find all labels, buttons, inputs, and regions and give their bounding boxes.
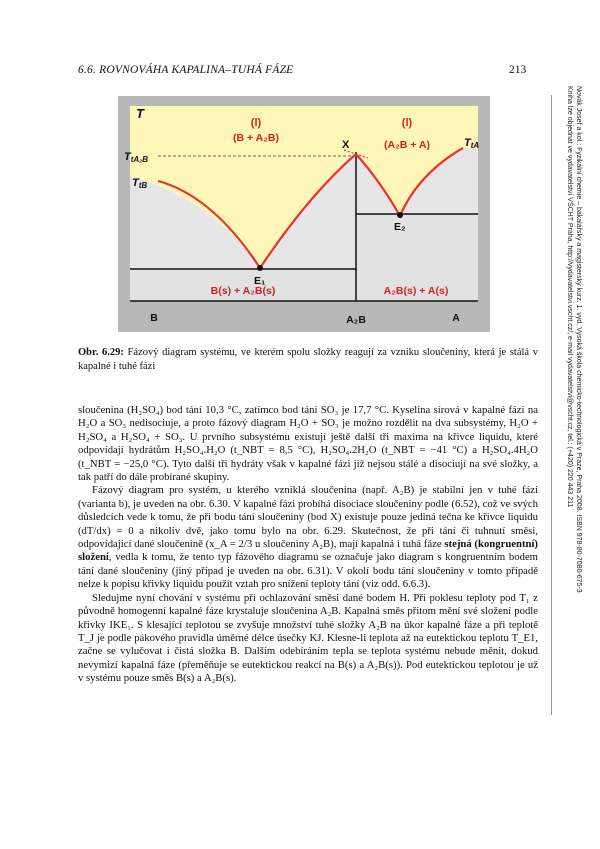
header-section-title: 6.6. ROVNOVÁHA KAPALINA–TUHÁ FÁZE bbox=[78, 64, 294, 76]
label-x-A: A bbox=[452, 312, 460, 324]
body-text bbox=[78, 404, 538, 686]
caption-text: Fázový diagram systému, ve kterém spolu složky reagují za vzniku sloučeniny, která je stálá v kapalné i tuhé fázi bbox=[78, 347, 539, 372]
citation-line-2: Kniha lze objednat ve vydavatelství VŠCHT Praha, http://vydavatelstvi.vscht.cz/, e-mail vydavatelstvi@vscht.cz, tel.: (+420) 220 443 211 bbox=[566, 86, 573, 508]
label-TtB: TtB bbox=[132, 177, 148, 190]
paragraph-2 bbox=[78, 484, 538, 591]
label-solid-right: A₂B(s) + A(s) bbox=[383, 285, 449, 297]
label-region-right-roman: (l) bbox=[401, 117, 413, 129]
caption-prefix: Obr. 6.29: bbox=[78, 347, 124, 358]
label-TtA2B: TtA₂B bbox=[124, 151, 149, 164]
label-region-left-comp: (B + A₂B) bbox=[233, 132, 279, 144]
paragraph-2-emphasis: stejná (kongruentní) složení bbox=[78, 538, 538, 564]
axis-y-label: T bbox=[136, 106, 144, 121]
citation-line-1: Novák Josef a kol.: Fyzikální chemie – bakalářský a magisterský kurz. 1. vyd. Vysoká škola chemicko-technologická v Praze, Praha 2008. ISBN 978-80-7080-675-3 bbox=[575, 86, 582, 593]
figure-caption bbox=[78, 346, 538, 373]
label-TtA: TtA bbox=[464, 137, 480, 150]
paragraph-2-part-c: , vedla k tomu, že tento typ fázového diagramu se označuje jako diagram s kongruentním bodem tání dané sloučeniny (jiný případ je uveden na obr. 6.31). V okolí bodu tání sloučeniny v tomto případě nelze k popisu křivky liquidu použít vztah pro snížení teploty tání (viz odd. 6.6.3). bbox=[78, 551, 538, 591]
paragraph-2-part-a: Fázový diagram pro systém, u kterého vzniklá sloučenina (např. A₂B) je stabilní jen v tuhé fázi (varianta b), je uveden na obr. 6.30. V kapalné fázi probíhá disociace sloučeniny podle (6.52), což ve svých důsledcích vede k tomu, že při bodu tání sloučeniny (bod X) existuje pouze jediná tečna ke křivce liquidu (dT/dx) = 0 a nikoliv dvě, jako tomu bylo na obr. 6.29. Skutečnost, že při tání či tuhnutí směsi, odpovídající dané sloučenině (x_A = 2/3 u sloučeniny A₂B), mají kapalná i tuhá fáze bbox=[78, 484, 538, 551]
phase-diagram-figure bbox=[118, 96, 490, 332]
phase-diagram-svg bbox=[118, 96, 490, 332]
label-point-E2: E₂ bbox=[394, 221, 406, 233]
label-point-X: X bbox=[342, 139, 350, 151]
label-solid-left: B(s) + A₂B(s) bbox=[210, 285, 276, 297]
label-point-E1: E₁ bbox=[254, 275, 266, 287]
label-x-B: B bbox=[150, 312, 158, 324]
paragraph-1: sloučenina (H₂SO₄) bod tání 10,3 °C, zatímco bod tání SO₃ je 17,7 °C. Kyselina sírová v kapalné fázi na H₂O a SO₃ nedisociuje, a proto fázový diagram H₂O + SO₃ je možno rozdělit na dva subsystémy, H₂O + H₂SO₄ a H₂SO₄ + SO₃. U prvního subsystému existují ještě další tři maxima na křivce liquidu, které odpovídají hydrátům H₂SO₄.H₂O (t_NBT = 8,5 °C), H₂SO₄.2H₂O (t_NBT = −41 °C) a H₂SO₄.4H₂O (t_NBT = −25,0 °C). Tyto další tři hydráty však v kapalné fázi již nejsou stálé a disociují na své složky, a tak patří do dále probírané skupiny. bbox=[78, 404, 538, 484]
point-e2 bbox=[397, 212, 403, 218]
label-region-left-roman: (l) bbox=[250, 117, 262, 129]
label-region-right-comp: (A₂B + A) bbox=[384, 139, 430, 151]
point-e1 bbox=[257, 265, 263, 271]
margin-rule bbox=[551, 95, 552, 715]
paragraph-3: Sledujme nyní chování v systému při ochlazování směsi dané bodem H. Při poklesu teploty pod T₁ z původně homogenní kapalné fáze krystaluje sloučenina A₂B. Kapalná směs přitom mění své složení podle křivky IKE₁. S klesající teplotou se zvyšuje množství tuhé složky A₂B na úkor kapalné fáze a při teplotě T_J je podle pákového pravidla úměrné délce úsečky KJ. Klesne-li teplota až na eutektickou teplotu T_E1, začne se vylučovat i čistá složka B. Dalším odebíráním tepla se teplota systému nebude měnit, dokud nevymizí kapalná fáze (přeměňuje se eutektickou reakcí na B(s) a A₂B(s)). Pod eutektickou teplotou je už v systému pouze směs B(s) a A₂B(s). bbox=[78, 591, 538, 685]
label-x-A2B: A₂B bbox=[346, 314, 366, 326]
sidebar-citation bbox=[553, 86, 583, 646]
page-number: 213 bbox=[509, 64, 527, 76]
